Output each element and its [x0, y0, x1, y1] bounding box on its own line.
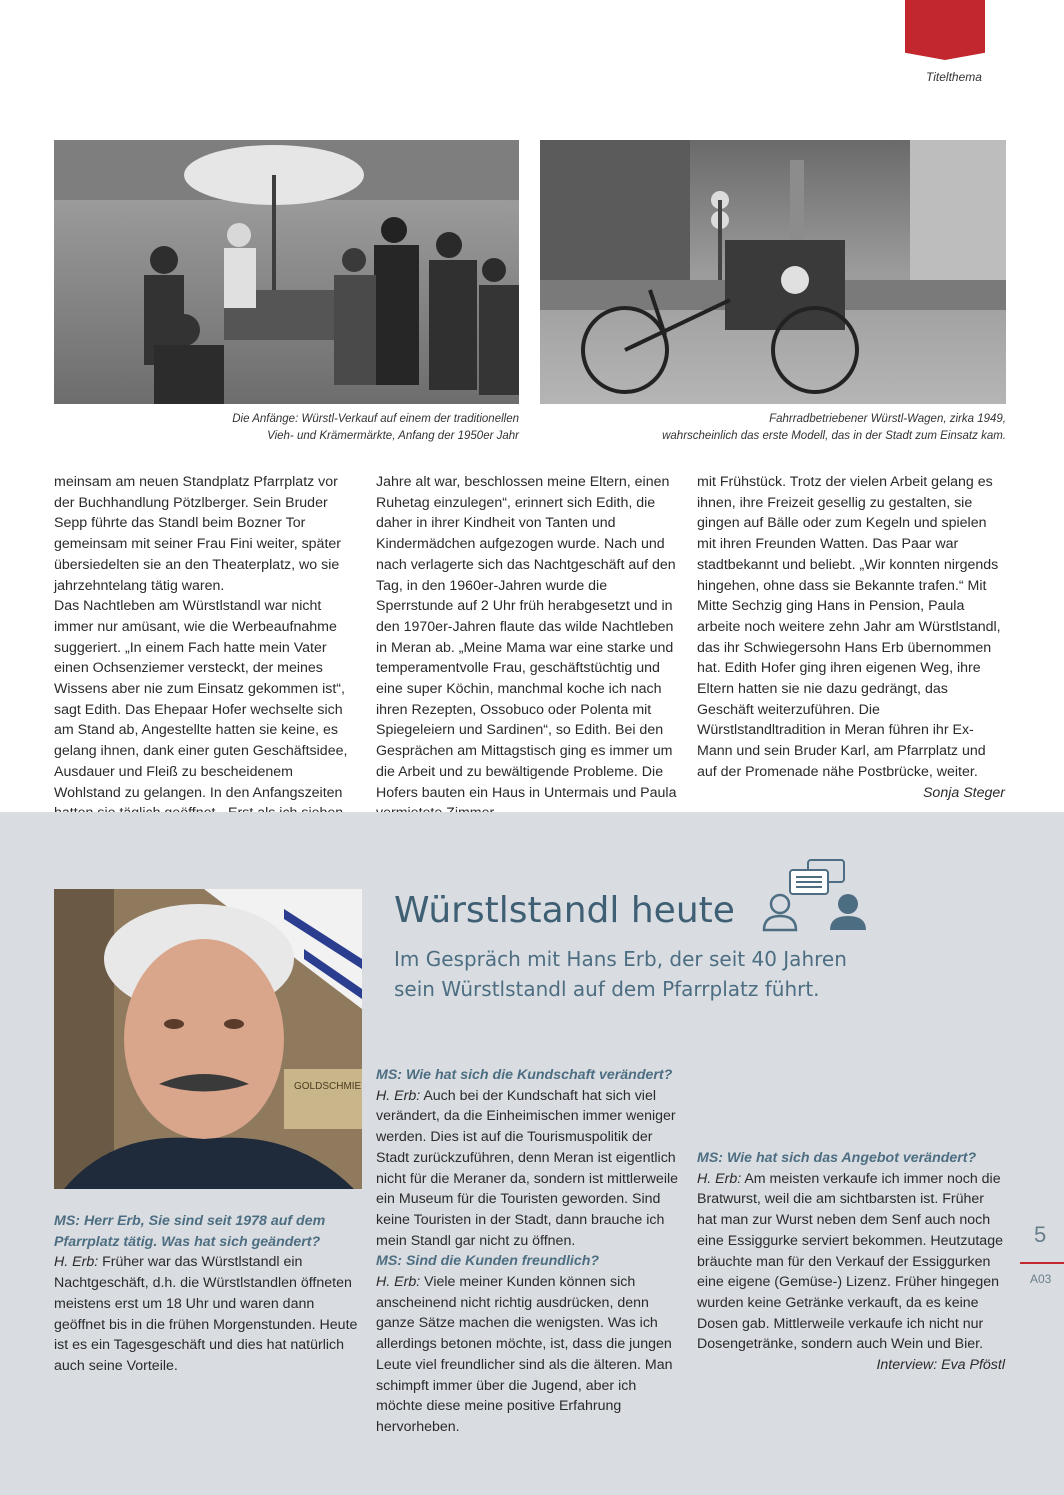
interview-answer: Am meisten verkaufe ich immer noch die Bratwurst, weil die am sichtbarsten ist. Früher hat man zur Wurst neben dem Senf auch noch eine Essiggurke serviert bekommen. Heutzutage bräuchte man für den Verkauf der Essiggurken eine eigene (Gemüse-) Lizenz. Früher hingegen wurden keine Getränke verkauft, da es keine Dosen gab. Mittlerweile verkaufe ich nicht nur Dosengetränke, sondern auch Wein und Bier. [697, 1170, 1003, 1353]
bike-photo [540, 140, 1006, 404]
speaker-label: H. Erb: [54, 1254, 99, 1271]
interview-question: MS: Wie hat sich die Kundschaft verändert? [376, 1067, 673, 1083]
interview-answer: Früher war das Würstlstandl ein Nachtgeschäft, d.h. die Würstlstandlen öffneten meistens erst um 18 Uhr und waren dann geöffnet bis in die frühen Morgenstunden. Heute ist es ein Tagesgeschäft und dies hat natürlich auch seine Vorteile. [54, 1254, 358, 1374]
article-author: Sonja Steger [922, 784, 1005, 801]
page-number-divider [1020, 1262, 1064, 1264]
shop-sign: GOLDSCHMIE [294, 1081, 362, 1092]
interview-question: MS: Wie hat sich das Angebot verändert? [697, 1150, 977, 1166]
article-paragraph: meinsam am neuen Standplatz Pfarrplatz vor der Buchhandlung Pötzlberger. Sein Bruder Sepp führte das Standl beim Bozner Tor gemeinsam mit seiner Frau Fini weiter, später übersiedelten sie an den Theaterplatz, wo sie jahrzehntelang tätig waren. [54, 474, 342, 594]
market-caption-line1: Die Anfänge: Würstl-Verkauf auf einem der traditionellen [232, 413, 519, 425]
article-column-3 [697, 472, 1005, 803]
page-code: A03 [1030, 1272, 1052, 1286]
bike-caption [540, 411, 1006, 445]
interview-column-1 [54, 1211, 362, 1377]
interview-column-3 [697, 1148, 1005, 1376]
article-paragraph: mit Frühstück. Trotz der vielen Arbeit gelang es ihnen, ihre Freizeit gesellig zu gestalten, sie gingen auf Bälle oder zum Kegeln und spielen mit ihren Freunden Watten. Das Paar war stadtbekannt und beliebt. „Wir konnten nirgends hingehen, ohne dass sie Bekannte trafen.“ Mit Mitte Sechzig ging Hans in Pension, Paula arbeite noch weitere zehn Jahr am Würstlstandl, das ihr Schwiegersohn Hans Erb übernommen hat. Edith Hofer ging ihren eigenen Weg, ihre Eltern hatten sie nie dazu gedrängt, das Geschäft weiterzuführen. Die Würstlstandltradition in Meran führen ihr Ex-Mann und sein Bruder Karl, am Pfarrplatz und auf der Promenade nähe Postbrücke, weiter. [697, 474, 1001, 780]
interview-credit: Interview: Eva Pföstl [876, 1357, 1005, 1374]
article-paragraph: Das Nachtleben am Würstlstandl war nicht immer nur amüsant, wie die Werbeaufnahme suggeriert. „In einem Fach hatte mein Vater einen Ochsenziemer versteckt, der meines Wissens aber nie zum Einsatz gekommen ist“, sagt Edith. Das Ehepaar Hofer wechselte sich am Stand ab, Angestellte hatten sie keine, es gelang ihnen, dank einer guten Geschäftsidee, Ausdauer und Fleiß zu bescheidenem Wohlstand zu gelangen. In den Anfangszeiten [54, 598, 348, 801]
article-paragraph: Jahre alt war, beschlossen meine Eltern, einen Ruhetag einzulegen“, erinnert sich Edith, die daher in ihrer Kindheit von Tanten und Kindermädchen aufgezogen wurde. Nach und nach verlagerte sich das Nachtgeschäft auf den Tag, in den 1960er-Jahren wurde die Sperrstunde auf 2 Uhr früh herabgesetzt und in den 1970er-Jahren flaute das wilde Nachtleben in Meran ab. „Meine Mama war eine starke und temperamentvolle Frau, geschäftstüchtig und eine super Köchin, manchmal koche ich nach ihren Rezepten, Ossobuco oder Polenta mit Spiegeleiern und Sardinen“, so Edith. Bei den Gesprächen am Mittagstisch ging es immer um die Arbeit und zu bewältigende Probleme. Die Hofers bauten ein Haus in Untermais und Paula [376, 474, 677, 801]
interview-question: MS: Sind die Kunden freundlich? [376, 1253, 600, 1270]
bike-caption-line2: wahrscheinlich das erste Modell, das in der Stadt zum Einsatz kam. [662, 430, 1006, 442]
section-marker [905, 0, 985, 60]
portrait-photo [54, 889, 362, 1189]
page-number: 5 [1034, 1222, 1047, 1247]
market-caption [54, 411, 519, 445]
speaker-label: H. Erb: [376, 1087, 421, 1104]
interview-column-2 [376, 1065, 684, 1438]
interview-subtitle: Im Gespräch mit Hans Erb, der seit 40 Jahren sein Würstlstandl auf dem Pfarrplatz führt. [394, 947, 847, 1001]
interview-answer: Auch bei der Kundschaft hat sich viel verändert, da die Einheimischen immer weniger werden. Dies ist auf die Tourismuspolitik der Stadt zurückzuführen, denn Meran ist eigentlich nicht für die Meraner da, sondern ist mittlerweile ein Museum für die Touristen geworden. Sind keine Touristen in der Stadt, dann brauche ich mein Standl gar nicht zu öffnen. [376, 1087, 679, 1249]
interview-title: Würstlstandl heute [394, 890, 735, 931]
chat-people-icon [760, 858, 870, 934]
market-caption-line2: Vieh- und Krämermärkte, Anfang der 1950er Jahr [267, 430, 519, 442]
interview-question: MS: Herr Erb, Sie sind seit 1978 auf dem Pfarrplatz tätig. Was hat sich geändert? [54, 1213, 326, 1250]
section-label: Titelthema [926, 70, 982, 84]
article-column-2 [376, 472, 684, 824]
speaker-label: H. Erb: [376, 1274, 421, 1291]
interview-answer: Viele meiner Kunden können sich anscheinend nicht richtig ausdrücken, denn ganze Sätze machen die wenigsten. Was ich allerdings betonen möchte, ist, dass die jungen Leute viel freundlicher sind als die älteren. Man schimpft immer über die Jugend, aber ich möchte diese meine positive Erfahrung hervorheben. [376, 1274, 673, 1435]
market-photo [54, 140, 519, 404]
speaker-label: H. Erb: [697, 1170, 742, 1187]
article-column-1 [54, 472, 362, 824]
bike-caption-line1: Fahrradbetriebener Würstl-Wagen, zirka 1949, [769, 413, 1006, 425]
